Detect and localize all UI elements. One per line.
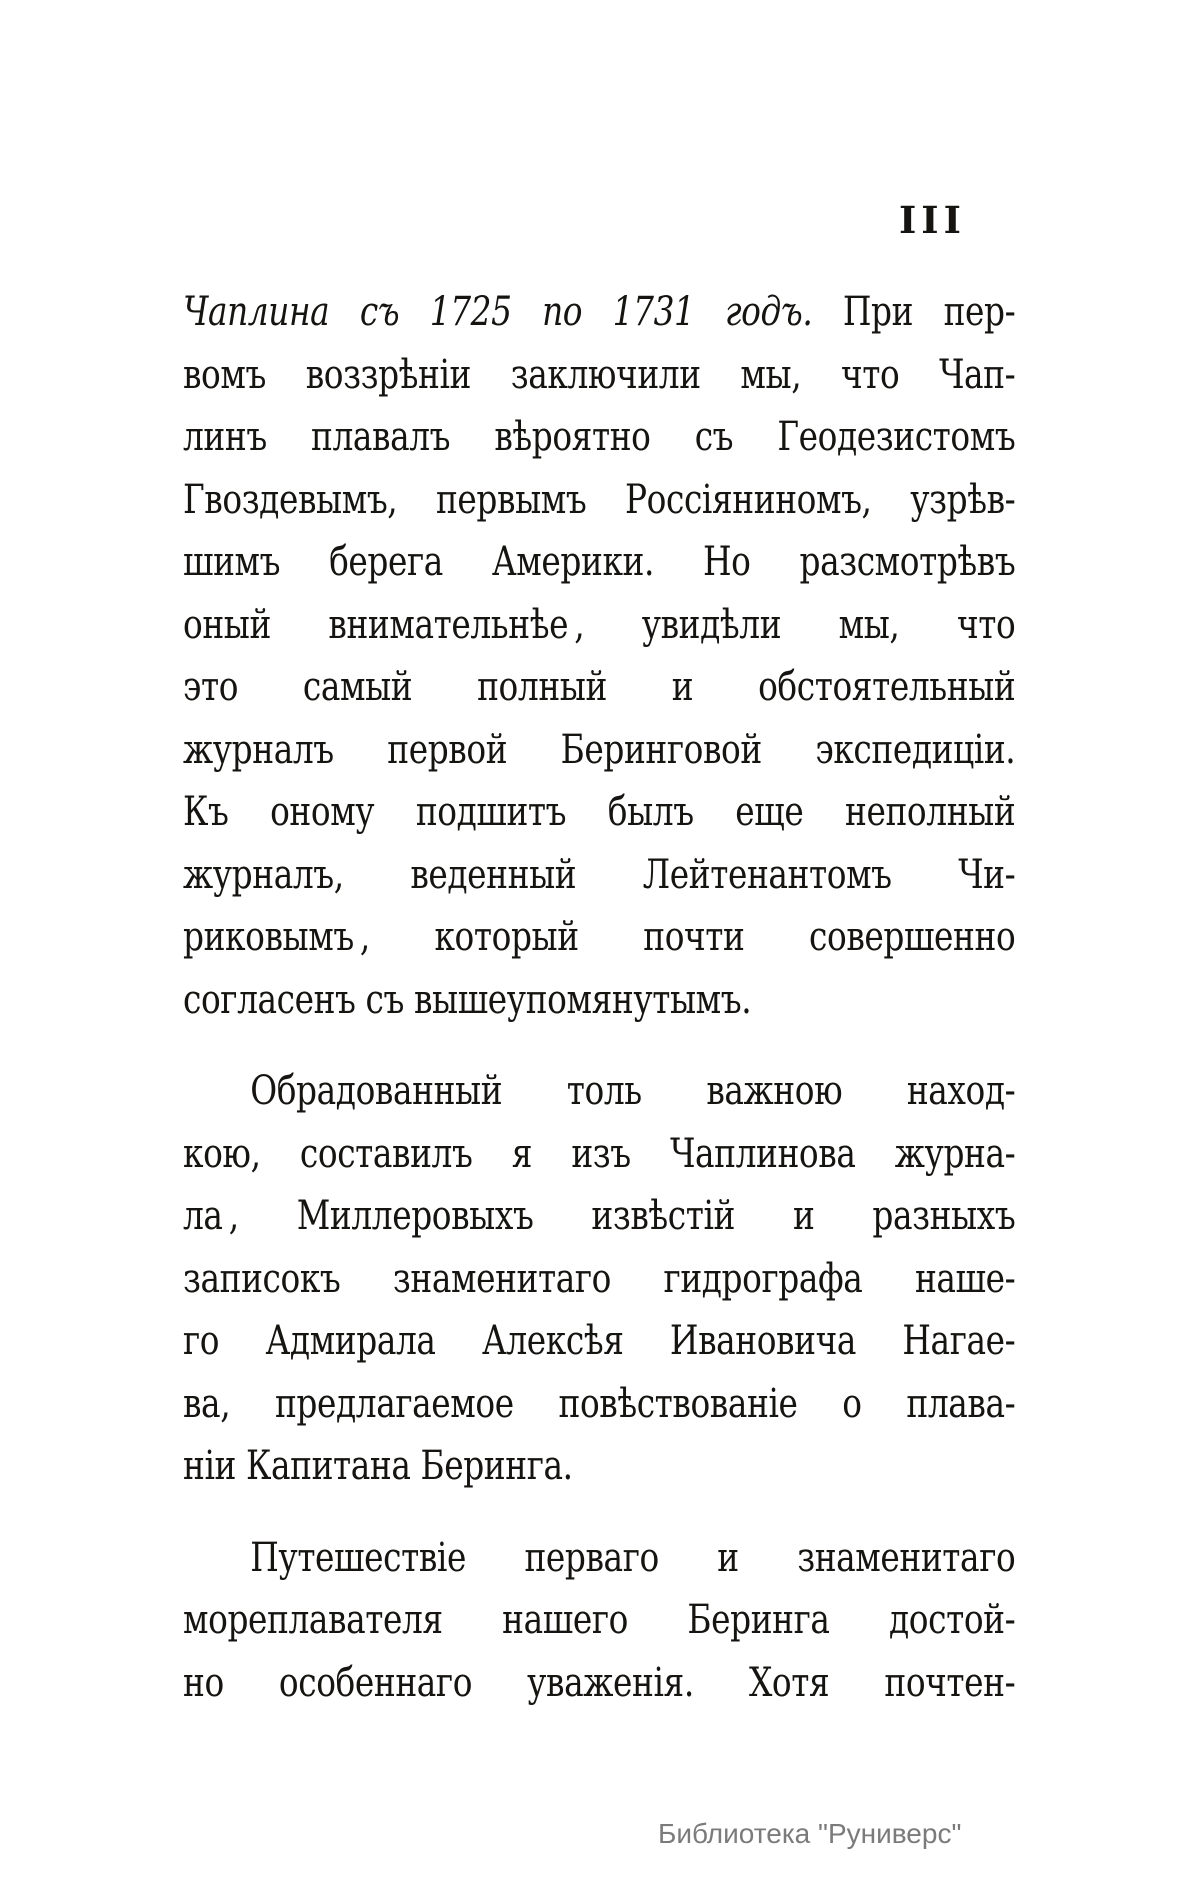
text-line [183,656,1015,719]
text-line [183,1435,1015,1498]
text-segment: вомъ воззрѣніи заключили мы, что Чап- [183,351,1016,398]
text-line [183,469,1015,532]
italic-text-segment: Чаплина съ 1725 по 1731 годъ. [183,289,813,335]
text-segment: Путешествіе перваго и знаменитаго [250,1534,1016,1581]
text-line [183,281,1015,344]
text-line [183,969,1015,1032]
text-segment: оный внимательнѣе , увидѣли мы, что [183,601,1016,648]
text-line [183,1310,1015,1373]
text-segment: журналъ первой Беринговой экспедиціи. [183,726,1016,773]
text-segment: шимъ берега Америки. Но разсмотрѣвъ [183,539,1016,585]
text-line [183,844,1015,907]
text-line [183,1123,1015,1186]
text-segment: линъ плавалъ вѣроятно съ Геодезистомъ [183,414,1016,460]
page-number: III [899,198,966,242]
text-line [183,1248,1015,1311]
text-segment: Къ оному подшитъ былъ еще неполный [183,789,1016,835]
paragraph [183,1060,1015,1498]
text-line [183,781,1015,844]
text-line [183,1185,1015,1248]
library-watermark: Библиотека "Руниверс" [658,1818,962,1849]
text-segment: мореплавателя нашего Беринга достой- [183,1597,1016,1643]
text-segment: го Адмирала Алексѣя Ивановича Нагае- [183,1318,1016,1364]
text-segment: Обрадованный толь важною наход- [250,1068,1016,1114]
text-line [183,406,1015,469]
text-line [183,594,1015,657]
text-line [183,1527,1015,1590]
text-segment: ва, предлагаемое повѣствованіе о плава- [183,1380,1016,1427]
text-segment: При пер- [812,289,1016,335]
text-segment: записокъ знаменитаго гидрографа наше- [183,1255,1016,1302]
text-block [183,281,1015,1714]
text-line [183,1652,1015,1715]
text-line [183,531,1015,594]
paragraph [183,1527,1015,1715]
text-segment: но особеннаго уваженія. Хотя почтен- [183,1659,1016,1706]
text-segment: кою, составилъ я изъ Чаплинова журна- [183,1130,1016,1177]
text-line [183,1060,1015,1123]
text-segment: это самый полный и обстоятельный [183,664,1016,710]
text-line [183,719,1015,782]
text-segment: риковымъ , который почти совершенно [183,914,1016,960]
text-segment: Гвоздевымъ, первымъ Россіяниномъ, узрѣв- [183,476,1016,523]
text-segment: ніи Капитана Беринга. [183,1443,573,1489]
text-segment: журналъ, веденный Лейтенантомъ Чи- [183,851,1016,898]
paragraph [183,281,1015,1031]
text-line [183,906,1015,969]
text-line [183,1589,1015,1652]
text-segment: ла , Миллеровыхъ извѣстій и разныхъ [183,1193,1016,1239]
text-line [183,1373,1015,1436]
text-segment: согласенъ съ вышеупомянутымъ. [183,976,752,1023]
text-line [183,344,1015,407]
